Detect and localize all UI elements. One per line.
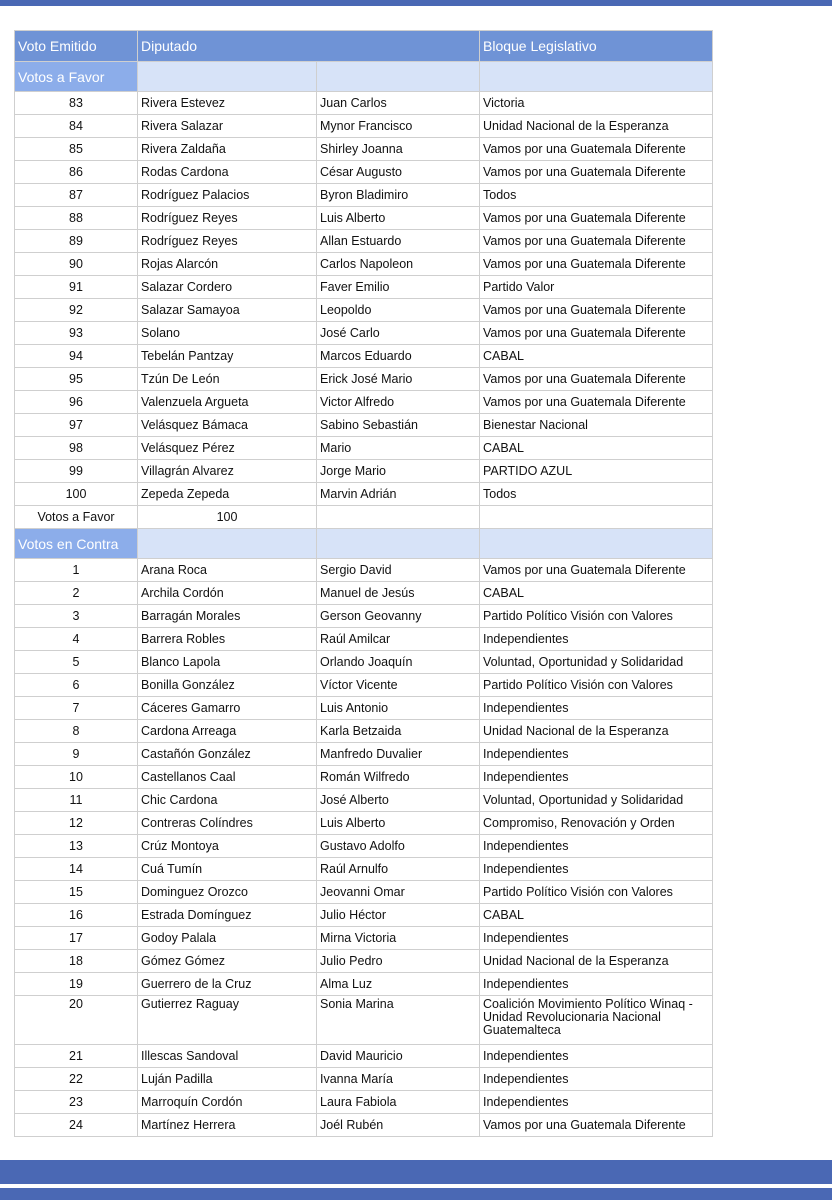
table-row bbox=[15, 651, 712, 673]
top-accent-bar bbox=[0, 0, 832, 6]
deputy-surname: Luján Padilla bbox=[138, 1068, 316, 1090]
legislative-bloc: Unidad Nacional de la Esperanza bbox=[480, 115, 712, 137]
deputy-surname: Marroquín Cordón bbox=[138, 1091, 316, 1113]
vote-number: 22 bbox=[15, 1068, 137, 1090]
deputy-given-name: Leopoldo bbox=[317, 299, 479, 321]
deputy-surname: Cáceres Gamarro bbox=[138, 697, 316, 719]
legislative-bloc: Vamos por una Guatemala Diferente bbox=[480, 161, 712, 183]
deputy-surname: Castellanos Caal bbox=[138, 766, 316, 788]
deputy-given-name: Jeovanni Omar bbox=[317, 881, 479, 903]
vote-number: 96 bbox=[15, 391, 137, 413]
deputy-surname: Velásquez Pérez bbox=[138, 437, 316, 459]
legislative-bloc: Vamos por una Guatemala Diferente bbox=[480, 138, 712, 160]
footer-band bbox=[0, 1158, 832, 1200]
table-row bbox=[15, 720, 712, 742]
legislative-bloc: Independientes bbox=[480, 927, 712, 949]
table-row bbox=[15, 743, 712, 765]
table-row bbox=[15, 391, 712, 413]
deputy-surname: Archila Cordón bbox=[138, 582, 316, 604]
section-blank-cell bbox=[480, 529, 712, 558]
legislative-bloc: Independientes bbox=[480, 766, 712, 788]
section-blank-cell bbox=[138, 529, 316, 558]
table-row bbox=[15, 1091, 712, 1113]
deputy-surname: Crúz Montoya bbox=[138, 835, 316, 857]
table-row bbox=[15, 161, 712, 183]
deputy-given-name: Marvin Adrián bbox=[317, 483, 479, 505]
deputy-given-name: Sergio David bbox=[317, 559, 479, 581]
deputy-surname: Martínez Herrera bbox=[138, 1114, 316, 1136]
vote-number: 23 bbox=[15, 1091, 137, 1113]
deputy-given-name: Mario bbox=[317, 437, 479, 459]
vote-number: 99 bbox=[15, 460, 137, 482]
legislative-bloc: Vamos por una Guatemala Diferente bbox=[480, 253, 712, 275]
deputy-given-name: Raúl Amilcar bbox=[317, 628, 479, 650]
table-row bbox=[15, 1068, 712, 1090]
vote-number: 98 bbox=[15, 437, 137, 459]
legislative-bloc: CABAL bbox=[480, 904, 712, 926]
deputy-surname: Villagrán Alvarez bbox=[138, 460, 316, 482]
vote-number: 90 bbox=[15, 253, 137, 275]
vote-number: 94 bbox=[15, 345, 137, 367]
vote-number: 85 bbox=[15, 138, 137, 160]
table-row bbox=[15, 299, 712, 321]
deputy-given-name: Gerson Geovanny bbox=[317, 605, 479, 627]
deputy-surname: Rodríguez Reyes bbox=[138, 230, 316, 252]
deputy-given-name: José Carlo bbox=[317, 322, 479, 344]
deputy-given-name: Byron Bladimiro bbox=[317, 184, 479, 206]
header-row bbox=[15, 31, 712, 61]
table-row bbox=[15, 950, 712, 972]
legislative-bloc: Bienestar Nacional bbox=[480, 414, 712, 436]
vote-number: 19 bbox=[15, 973, 137, 995]
deputy-surname: Estrada Domínguez bbox=[138, 904, 316, 926]
deputy-given-name: Marcos Eduardo bbox=[317, 345, 479, 367]
table-row bbox=[15, 138, 712, 160]
deputy-surname: Rivera Estevez bbox=[138, 92, 316, 114]
deputy-given-name: Faver Emilio bbox=[317, 276, 479, 298]
legislative-bloc: Independientes bbox=[480, 835, 712, 857]
deputy-surname: Tebelán Pantzay bbox=[138, 345, 316, 367]
table-row bbox=[15, 322, 712, 344]
vote-number: 92 bbox=[15, 299, 137, 321]
deputy-given-name: Allan Estuardo bbox=[317, 230, 479, 252]
section-blank-cell bbox=[480, 62, 712, 91]
table-row bbox=[15, 628, 712, 650]
deputy-surname: Rodas Cardona bbox=[138, 161, 316, 183]
deputy-given-name: Sabino Sebastián bbox=[317, 414, 479, 436]
vote-number: 2 bbox=[15, 582, 137, 604]
deputy-given-name: Julio Héctor bbox=[317, 904, 479, 926]
deputy-given-name: Raúl Arnulfo bbox=[317, 858, 479, 880]
deputy-surname: Rivera Zaldaña bbox=[138, 138, 316, 160]
legislative-bloc: Vamos por una Guatemala Diferente bbox=[480, 559, 712, 581]
deputy-surname: Castañón González bbox=[138, 743, 316, 765]
vote-number: 6 bbox=[15, 674, 137, 696]
section-title: Votos en Contra bbox=[15, 529, 137, 558]
deputy-given-name: Jorge Mario bbox=[317, 460, 479, 482]
section-blank-cell bbox=[317, 62, 479, 91]
vote-number: 97 bbox=[15, 414, 137, 436]
vote-number: 10 bbox=[15, 766, 137, 788]
deputy-surname: Rodríguez Reyes bbox=[138, 207, 316, 229]
votes-table bbox=[14, 30, 713, 1137]
legislative-bloc: CABAL bbox=[480, 437, 712, 459]
legislative-bloc: Vamos por una Guatemala Diferente bbox=[480, 1114, 712, 1136]
table-row bbox=[15, 858, 712, 880]
header-deputy-cell: Diputado bbox=[138, 31, 479, 61]
deputy-given-name: José Alberto bbox=[317, 789, 479, 811]
deputy-surname: Cardona Arreaga bbox=[138, 720, 316, 742]
vote-number: 3 bbox=[15, 605, 137, 627]
legislative-bloc: Vamos por una Guatemala Diferente bbox=[480, 322, 712, 344]
deputy-surname: Zepeda Zepeda bbox=[138, 483, 316, 505]
deputy-given-name: Víctor Vicente bbox=[317, 674, 479, 696]
table-row bbox=[15, 184, 712, 206]
vote-number: 16 bbox=[15, 904, 137, 926]
deputy-surname: Solano bbox=[138, 322, 316, 344]
legislative-bloc: Vamos por una Guatemala Diferente bbox=[480, 230, 712, 252]
deputy-surname: Bonilla González bbox=[138, 674, 316, 696]
vote-number: 9 bbox=[15, 743, 137, 765]
legislative-bloc: Independientes bbox=[480, 1045, 712, 1067]
table-row bbox=[15, 697, 712, 719]
deputy-given-name: Carlos Napoleon bbox=[317, 253, 479, 275]
header-vote-cell: Voto Emitido bbox=[15, 31, 137, 61]
table-row bbox=[15, 368, 712, 390]
deputy-given-name: Karla Betzaida bbox=[317, 720, 479, 742]
deputy-given-name: Manuel de Jesús bbox=[317, 582, 479, 604]
footer-bar-top bbox=[0, 1160, 832, 1184]
section-blank-cell bbox=[317, 529, 479, 558]
deputy-surname: Rojas Alarcón bbox=[138, 253, 316, 275]
vote-number: 84 bbox=[15, 115, 137, 137]
vote-number: 89 bbox=[15, 230, 137, 252]
vote-number: 4 bbox=[15, 628, 137, 650]
table-row bbox=[15, 789, 712, 811]
table-row bbox=[15, 414, 712, 436]
contra-section-header bbox=[15, 529, 712, 558]
deputy-surname: Contreras Colíndres bbox=[138, 812, 316, 834]
table-row bbox=[15, 559, 712, 581]
deputy-given-name: Erick José Mario bbox=[317, 368, 479, 390]
deputy-surname: Barragán Morales bbox=[138, 605, 316, 627]
total-value: 100 bbox=[138, 506, 316, 528]
vote-number: 5 bbox=[15, 651, 137, 673]
deputy-surname: Blanco Lapola bbox=[138, 651, 316, 673]
total-blank-cell bbox=[480, 506, 712, 528]
deputy-given-name: Victor Alfredo bbox=[317, 391, 479, 413]
deputy-surname: Valenzuela Argueta bbox=[138, 391, 316, 413]
vote-number: 20 bbox=[15, 996, 137, 1044]
table-row bbox=[15, 1114, 712, 1136]
legislative-bloc: Independientes bbox=[480, 973, 712, 995]
table-row bbox=[15, 483, 712, 505]
deputy-given-name: Orlando Joaquín bbox=[317, 651, 479, 673]
table-row bbox=[15, 835, 712, 857]
deputy-given-name: Gustavo Adolfo bbox=[317, 835, 479, 857]
deputy-given-name: Juan Carlos bbox=[317, 92, 479, 114]
vote-number: 24 bbox=[15, 1114, 137, 1136]
deputy-given-name: Shirley Joanna bbox=[317, 138, 479, 160]
vote-number: 91 bbox=[15, 276, 137, 298]
section-title: Votos a Favor bbox=[15, 62, 137, 91]
deputy-surname: Rodríguez Palacios bbox=[138, 184, 316, 206]
legislative-bloc: Victoria bbox=[480, 92, 712, 114]
legislative-bloc: Partido Valor bbox=[480, 276, 712, 298]
table-row bbox=[15, 460, 712, 482]
legislative-bloc: CABAL bbox=[480, 582, 712, 604]
table-row bbox=[15, 812, 712, 834]
total-blank-cell bbox=[317, 506, 479, 528]
deputy-surname: Dominguez Orozco bbox=[138, 881, 316, 903]
legislative-bloc: CABAL bbox=[480, 345, 712, 367]
legislative-bloc: Vamos por una Guatemala Diferente bbox=[480, 368, 712, 390]
deputy-given-name: Alma Luz bbox=[317, 973, 479, 995]
deputy-given-name: Luis Alberto bbox=[317, 207, 479, 229]
deputy-given-name: David Mauricio bbox=[317, 1045, 479, 1067]
vote-number: 88 bbox=[15, 207, 137, 229]
deputy-surname: Guerrero de la Cruz bbox=[138, 973, 316, 995]
legislative-bloc: Unidad Nacional de la Esperanza bbox=[480, 950, 712, 972]
legislative-bloc: Vamos por una Guatemala Diferente bbox=[480, 207, 712, 229]
table-row bbox=[15, 605, 712, 627]
table-row bbox=[15, 674, 712, 696]
legislative-bloc: Independientes bbox=[480, 628, 712, 650]
legislative-bloc: Voluntad, Oportunidad y Solidaridad bbox=[480, 789, 712, 811]
vote-number: 11 bbox=[15, 789, 137, 811]
deputy-given-name: Mirna Victoria bbox=[317, 927, 479, 949]
table-row bbox=[15, 582, 712, 604]
deputy-surname: Chic Cardona bbox=[138, 789, 316, 811]
vote-number: 15 bbox=[15, 881, 137, 903]
deputy-given-name: César Augusto bbox=[317, 161, 479, 183]
vote-number: 1 bbox=[15, 559, 137, 581]
table-row bbox=[15, 345, 712, 367]
legislative-bloc: Independientes bbox=[480, 1091, 712, 1113]
deputy-given-name: Ivanna María bbox=[317, 1068, 479, 1090]
deputy-surname: Godoy Palala bbox=[138, 927, 316, 949]
table-row bbox=[15, 437, 712, 459]
table-row bbox=[15, 276, 712, 298]
deputy-given-name: Luis Alberto bbox=[317, 812, 479, 834]
legislative-bloc: Partido Político Visión con Valores bbox=[480, 881, 712, 903]
table-row bbox=[15, 253, 712, 275]
vote-number: 21 bbox=[15, 1045, 137, 1067]
deputy-surname: Arana Roca bbox=[138, 559, 316, 581]
table-row bbox=[15, 230, 712, 252]
deputy-given-name: Manfredo Duvalier bbox=[317, 743, 479, 765]
table-row bbox=[15, 92, 712, 114]
deputy-given-name: Joél Rubén bbox=[317, 1114, 479, 1136]
vote-number: 14 bbox=[15, 858, 137, 880]
deputy-surname: Gómez Gómez bbox=[138, 950, 316, 972]
vote-number: 86 bbox=[15, 161, 137, 183]
table-row bbox=[15, 881, 712, 903]
total-label: Votos a Favor bbox=[15, 506, 137, 528]
deputy-surname: Salazar Cordero bbox=[138, 276, 316, 298]
table-row bbox=[15, 1045, 712, 1067]
table-row bbox=[15, 996, 712, 1044]
legislative-bloc: PARTIDO AZUL bbox=[480, 460, 712, 482]
vote-number: 87 bbox=[15, 184, 137, 206]
vote-number: 13 bbox=[15, 835, 137, 857]
table-row bbox=[15, 904, 712, 926]
header-bloc-cell: Bloque Legislativo bbox=[480, 31, 712, 61]
deputy-given-name: Luis Antonio bbox=[317, 697, 479, 719]
deputy-surname: Illescas Sandoval bbox=[138, 1045, 316, 1067]
table-row bbox=[15, 973, 712, 995]
section-blank-cell bbox=[138, 62, 316, 91]
table-row bbox=[15, 766, 712, 788]
table-row bbox=[15, 927, 712, 949]
vote-number: 95 bbox=[15, 368, 137, 390]
legislative-bloc: Todos bbox=[480, 184, 712, 206]
legislative-bloc: Independientes bbox=[480, 697, 712, 719]
table-row bbox=[15, 207, 712, 229]
deputy-surname: Cuá Tumín bbox=[138, 858, 316, 880]
legislative-bloc: Unidad Nacional de la Esperanza bbox=[480, 720, 712, 742]
vote-number: 100 bbox=[15, 483, 137, 505]
legislative-bloc: Compromiso, Renovación y Orden bbox=[480, 812, 712, 834]
deputy-surname: Barrera Robles bbox=[138, 628, 316, 650]
deputy-given-name: Sonia Marina bbox=[317, 996, 479, 1044]
deputy-surname: Rivera Salazar bbox=[138, 115, 316, 137]
deputy-given-name: Román Wilfredo bbox=[317, 766, 479, 788]
deputy-surname: Tzún De León bbox=[138, 368, 316, 390]
vote-number: 17 bbox=[15, 927, 137, 949]
deputy-surname: Velásquez Bámaca bbox=[138, 414, 316, 436]
table-row bbox=[15, 115, 712, 137]
legislative-bloc: Independientes bbox=[480, 858, 712, 880]
votes-table-body bbox=[15, 31, 712, 1136]
vote-number: 18 bbox=[15, 950, 137, 972]
deputy-surname: Salazar Samayoa bbox=[138, 299, 316, 321]
legislative-bloc: Partido Político Visión con Valores bbox=[480, 674, 712, 696]
legislative-bloc: Independientes bbox=[480, 1068, 712, 1090]
deputy-given-name: Mynor Francisco bbox=[317, 115, 479, 137]
vote-number: 7 bbox=[15, 697, 137, 719]
deputy-surname: Gutierrez Raguay bbox=[138, 996, 316, 1044]
vote-number: 12 bbox=[15, 812, 137, 834]
favor-total-row bbox=[15, 506, 712, 528]
legislative-bloc: Coalición Movimiento Político Winaq - Unidad Revolucionaria Nacional Guatemalteca bbox=[480, 996, 712, 1044]
legislative-bloc: Vamos por una Guatemala Diferente bbox=[480, 391, 712, 413]
vote-number: 93 bbox=[15, 322, 137, 344]
legislative-bloc: Todos bbox=[480, 483, 712, 505]
legislative-bloc: Independientes bbox=[480, 743, 712, 765]
legislative-bloc: Voluntad, Oportunidad y Solidaridad bbox=[480, 651, 712, 673]
vote-number: 8 bbox=[15, 720, 137, 742]
deputy-given-name: Julio Pedro bbox=[317, 950, 479, 972]
favor-section-header bbox=[15, 62, 712, 91]
deputy-given-name: Laura Fabiola bbox=[317, 1091, 479, 1113]
footer-bar-bottom bbox=[0, 1188, 832, 1200]
vote-number: 83 bbox=[15, 92, 137, 114]
legislative-bloc: Partido Político Visión con Valores bbox=[480, 605, 712, 627]
legislative-bloc: Vamos por una Guatemala Diferente bbox=[480, 299, 712, 321]
